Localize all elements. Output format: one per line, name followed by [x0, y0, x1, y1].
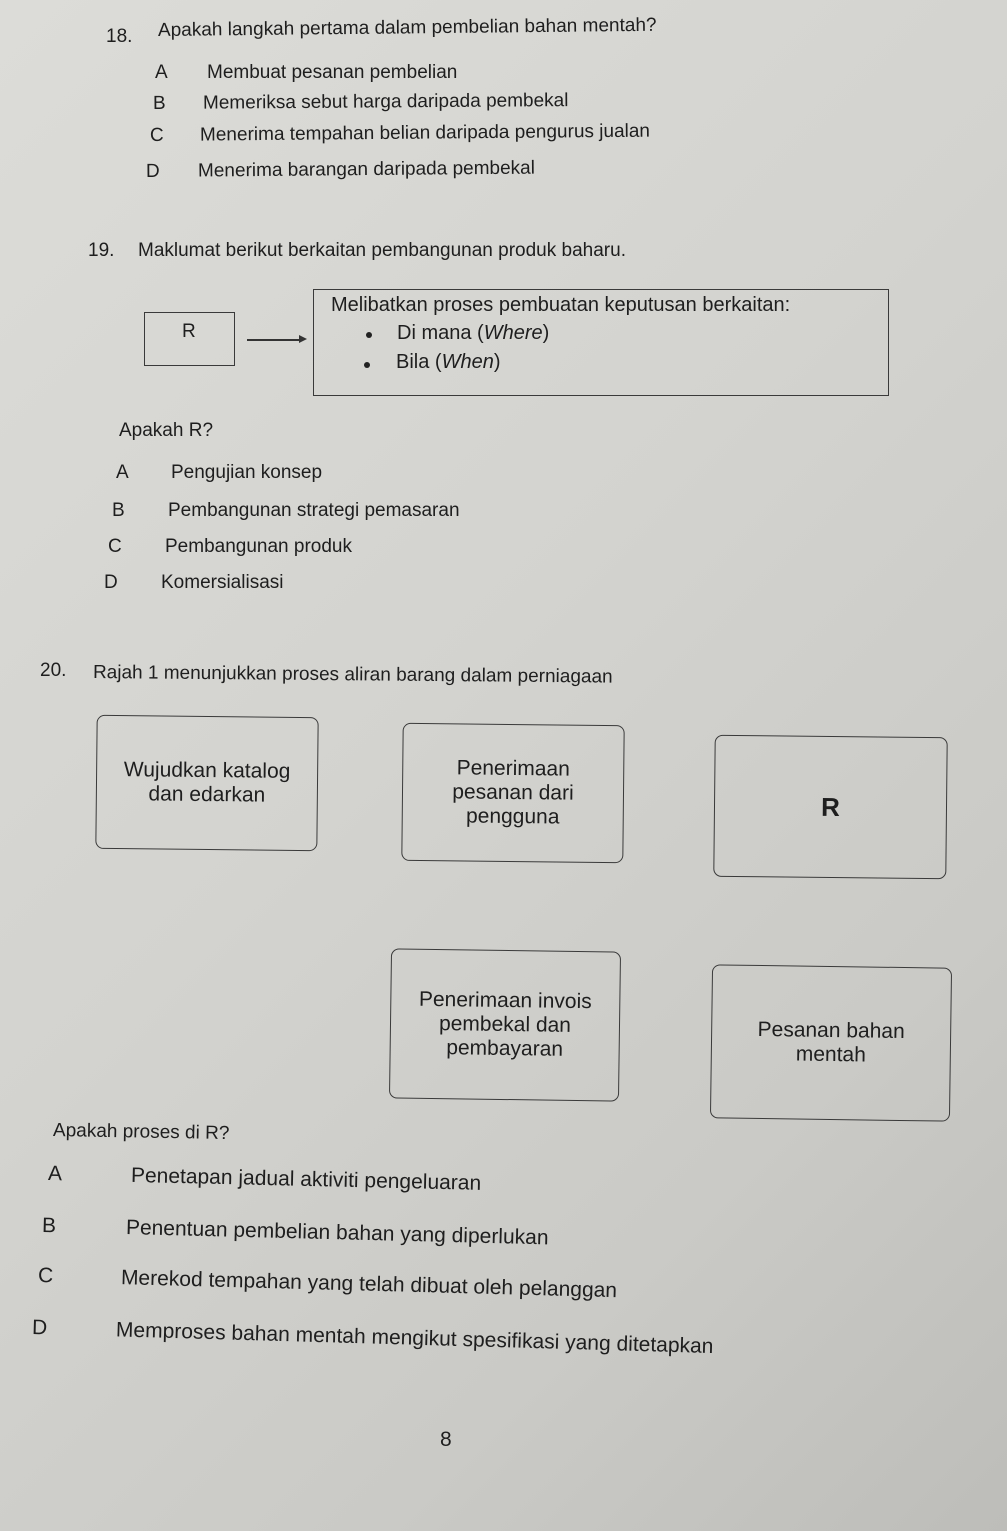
box-line: mentah [795, 1042, 867, 1067]
q19-arrow-head [299, 335, 307, 343]
option-text: Pengujian konsep [171, 462, 323, 483]
box-line: pesanan dari [452, 780, 574, 805]
q20-box-invois [389, 948, 621, 1101]
q19-prompt: Apakah R? [119, 420, 214, 441]
q20-box-r [713, 735, 947, 879]
bullet-icon [364, 362, 370, 368]
option-text: Komersialisasi [161, 572, 284, 593]
box-line: pembekal dan [438, 1012, 572, 1037]
bullet-italic: Where [483, 322, 543, 344]
option-text: Pembangunan strategi pemasaran [168, 500, 460, 521]
option-letter: A [155, 62, 168, 83]
q19-arrow [247, 339, 299, 341]
q20-question: Rajah 1 menunjukkan proses aliran barang dalam perniagaan [92, 662, 613, 688]
bullet-close: ) [493, 351, 501, 373]
q18-question: Apakah langkah pertama dalam pembelian bahan mentah? [157, 14, 657, 41]
q20-option-d [32, 1316, 714, 1359]
box-line: Penerimaan invois [418, 987, 592, 1014]
option-text: Menerima tempahan belian daripada pengurus jualan [199, 120, 651, 146]
bullet-text: Bila ( [396, 351, 442, 373]
option-text: Merekod tempahan yang telah dibuat oleh pelanggan [120, 1266, 618, 1303]
box-line: Penerimaan [456, 756, 570, 781]
box-line: Wujudkan katalog [123, 758, 291, 783]
option-text: Pembangunan produk [165, 536, 352, 557]
option-letter: C [108, 536, 122, 557]
option-text: Penetapan jadual aktiviti pengeluaran [130, 1163, 482, 1195]
option-letter: C [37, 1264, 54, 1288]
q19-question: Maklumat berikut berkaitan pembangunan produk baharu. [138, 240, 626, 261]
q20-number: 20. [40, 660, 67, 681]
box-line: pengguna [465, 804, 560, 829]
bullet-italic: When [441, 351, 494, 373]
q20-box-katalog [95, 715, 318, 851]
q20-option-a [48, 1162, 482, 1196]
option-letter: A [116, 462, 129, 483]
option-letter: C [149, 124, 164, 146]
q19-option-b [112, 500, 460, 522]
box-line: pembayaran [446, 1036, 564, 1061]
box-line: Pesanan bahan [757, 1017, 905, 1044]
bullet-close: ) [542, 322, 550, 344]
option-text: Memproses bahan mentah mengikut spesifikasi yang ditetapkan [115, 1318, 714, 1359]
option-letter: B [152, 92, 166, 114]
q19-info-title: Melibatkan proses pembuatan keputusan berkaitan: [331, 294, 791, 316]
bullet-icon [366, 332, 372, 338]
q19-info-box [313, 289, 889, 396]
option-letter: B [112, 500, 125, 521]
q20-box-pesanan-bahan [710, 964, 952, 1121]
q18-option-d [146, 158, 535, 183]
q19-bullet-when [396, 351, 501, 374]
q20-option-b [42, 1214, 549, 1250]
option-letter: A [47, 1162, 63, 1186]
option-text: Menerima barangan daripada pembekal [197, 157, 536, 182]
q19-r-label: R [182, 321, 196, 342]
q18-option-a [155, 62, 457, 84]
q20-prompt: Apakah proses di R? [52, 1120, 230, 1145]
q20-option-c [38, 1264, 618, 1303]
q18-option-c [150, 121, 650, 147]
option-text: Memeriksa sebut harga daripada pembekal [202, 90, 569, 114]
option-letter: B [41, 1214, 57, 1238]
bullet-text: Di mana ( [397, 322, 484, 344]
option-letter: D [104, 572, 118, 593]
q19-option-c [108, 536, 352, 558]
q19-number: 19. [88, 240, 115, 261]
box-r-label: R [820, 791, 841, 823]
q18-option-b [153, 90, 569, 115]
option-text: Membuat pesanan pembelian [207, 62, 458, 83]
q18-number: 18. [106, 26, 133, 47]
q19-bullet-where [397, 322, 549, 345]
q19-option-d [104, 572, 283, 594]
option-text: Penentuan pembelian bahan yang diperlukan [125, 1216, 549, 1250]
q19-r-box [144, 312, 235, 366]
q20-box-penerimaan-pesanan [401, 723, 624, 863]
box-line: dan edarkan [148, 782, 266, 807]
option-letter: D [145, 160, 160, 182]
option-letter: D [31, 1316, 48, 1340]
q19-option-a [116, 462, 322, 484]
page-number: 8 [440, 1428, 452, 1451]
